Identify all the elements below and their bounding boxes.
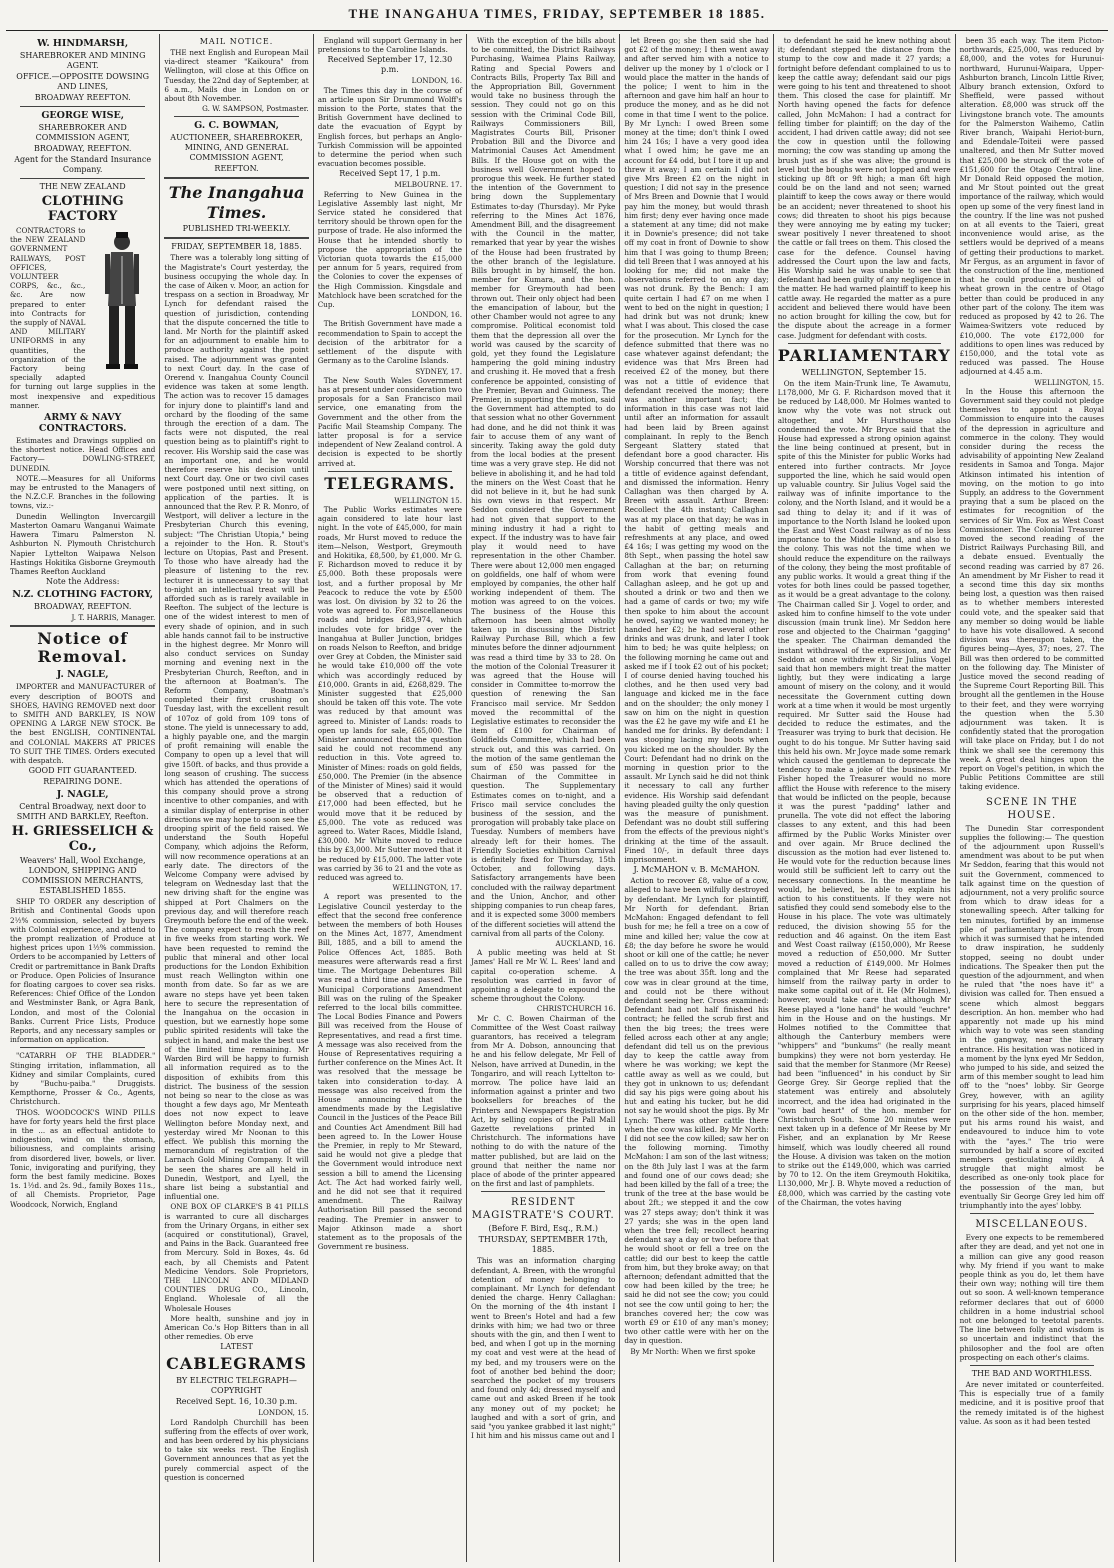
separator bbox=[164, 177, 308, 179]
wellington-17-dateline: WELLINGTON, 17. bbox=[392, 883, 463, 893]
wise-address: BROADWAY, REEFTON. bbox=[33, 144, 132, 153]
column-5 bbox=[619, 34, 772, 1562]
telegrams-body: The Public Works estimates were again considered to late hour last night. In the vote of £45,000, for main roads, Mr Hurst moved to reduce the item—Nelson, Westport, Greymouth and Hokitika, £8,500, by £1,000. Mr G. F. Richardson moved to reduce it by £5,000. Both these proposals were lost, and a further proposal by Mr Peacock to reduce the vote by £500 was lost. On division by 32 to 26 the vote was agreed to. For miscellaneous roads and bridges £83,974, which includes vote for bridge over the Inangahua at Buller Junction, bridges on roads Nelson to Reefton, and bridge over Grey at Cobden, the Minister said he would take £10,000 off the vote which was accordingly reduced by £10,000. Grants in aid, £268,829. The Minister suggested that £25,000 should be taken off this vote. The vote was reduced by that amount was agreed to. Minister of Lands: roads to open up lands for sale, £65,000. The Minister announced that the question said he could not recommend any reduction in this. Vote agreed to. Minister of Mines: roads on gold fields, £50,000. The Premier (in the absence of the Minister of Mines) said it would be observed that a reduction of £17,000 had been effected, but he would move that it be reduced by £5,000. The vote as reduced was agreed to. Water Races, Middle Island, £30,000. Mr White moved to reduce this by £3,000. Mr Sutter moved that it be reduced by £15,000. The latter vote was carried by 36 to 21 and the vote as reduced was agreed to. bbox=[317, 504, 463, 883]
mcmahon-case-body: Action to recover £8, value of a cow, alleged to have been wilfully destroyed by defendant. Mr Lynch for plaintiff, Mr North for defendant. Brian McMahon: Engaged defendant to fell bush for me; he fell a tree on a cow of mine and killed her; value the cow at £8; the day before he swore he would shoot or kill one of the cattle; he never called on to us to drive the cow away; the tree was about 35ft. long and the cow was in clear ground at the time, and could not be there without defendant seeing her. Cross examined: Defendant had not half finished his contract; he felled the scrub first and then the big trees; the trees were felled across each other at any angle; defendant did tell us on the previous day to keep the cattle away from where he was working; we kept the cattle away as well as we could, but they got in unknown to us; defendant did say his pigs were going about his hut and eating his tucker, but he did not say he would shoot the pigs. By Mr Lynch: There was other cattle there when the cow was killed. By Mr North: I did not see the cow killed; saw her on the following morning. Timothy McMahon: I am son of the last witness; on the 8th July last I was at the farm and found one of our cows dead; she had been killed by the fall of a tree; the trunk of the tree at the base would be about 2ft.; we stepped it and the cow was 27 steps away; don't think it was 27 yards; she was in the open land when the tree fell; recollect hearing defendant say a day or two before that he would shoot or fell a tree on the cattle; did our best to keep the cattle from him, but they broke away; on that afternoon; defendant admitted that the cow had been killed by the tree; he said he did not see the cow; you could not see the cow until going to her; the branches covered her; the cow was worth £9 or £10 of any man's money; two other cattle were with her on the day in question. bbox=[624, 876, 769, 1346]
catarrh-ad: "CATARRH OF THE BLADDER." Stinging irritation, inflammation, all Kidney and similar Complaints, cured by "Buchu-paiba." Druggists. Kempthorne, Prosser & Co., Agents, Christchurch. bbox=[10, 1051, 156, 1107]
wellington-15-dateline: WELLINGTON 15. bbox=[394, 495, 463, 505]
newspaper-masthead: The Inangahua Times. bbox=[168, 183, 305, 223]
notice-of-removal: Notice of Removal. bbox=[37, 629, 129, 667]
mail-signature: G. W. SAMPSON, Postmaster. bbox=[202, 104, 309, 114]
parliament-continued: With the exception of the bills about to be committed, the District Railways Purchasing, Waimea Plains Railway, Rating and Special Powers and Contracts Bills, Property Tax Bill and the Appropriation Bill, Government would take no business through the session. They could not go on this session with the Criminal Code Bill, Railways Commissioners Bill, Magistrates Courts Bill, Prisoner Probation Bill and the Divorce and Matrimonial Causes Act Amendment Bills. If the House got on with the business well Government hoped to prorogue this week. He further stated the intention of the Government to bring down the Supplementary Estimates to-day (Thursday). Mr Pyke referring to the Mines Act 1876, Amendment Bill, and the disagreement with the Council in the matter, remarked that year by year the wishes of the House had been frustrated by the other branch of the legislature. Bills brought in by himself, the hon. member for Kumara, and the hon. member for Greymouth had been thrown out. Their only object had been the emancipation of labour, but the other Chamber would not agree to any compromise. Political economist told them that the depression all over the world was caused by the scarcity of gold, yet they found the Legislature hampering the gold mining industry and crushing it. He moved that a fresh conference be appointed, consisting of the Premier, Bevan and Guinness. The Premier, in supporting the motion, said the Government had attempted to do that session what no other Government had done, and he did not think it was fair to accuse them of any want of sincerity. Taking away the gold duty from the local bodies at the present time was a very grave step. He did not believe in abolishing it, and he had told the miners on the West Coast that he did not believe in it, but he had sunk his own views in that respect. Mr Seddon considered the Government had not given that support to the mining industry it had a right to expect. If the industry was to have fair play it would need to have representation in the other Chamber. There were about 12,000 men engaged on goldfields, one half of whom were employed by companies, the other half working independent of them. The motion was agreed to on the voices. The business of the House this afternoon has been almost wholly taken up in discussing the District Railway Purchase Bill, which a few minutes before the dinner adjournment was read a third time by 33 to 28. On the motion of the Colonial Treasurer it was agreed that the House will consider in Committee to-morrow the question of renewing the San Francisco mail service. Mr Seddon moved the recommittal of the Legislative estimates to reconsider the item of £100 for Chairman of Goldfields Committee, which had been struck out, and this was carried. On the motion of the same gentleman the sum of £50 was passed for the Chairman of the Committee in question. The Supplementary Estimates comes on to-night, and a Frisco mail service concludes the business of the session, and the prorogation will probably take place on Tuesday. Numbers of members have already left for their homes. The Friendly Societies exhibition Carnival is definitely fixed for Thursday, 15th October, and following days. Satisfactory arrangements have been concluded with the railway department and the Union, Anchor, and other shipping companies to run cheap fares, and it is expected some 3000 members of the different societies will attend the carnival from all parts of the Colony. bbox=[471, 36, 616, 938]
court-before: (Before F. Bird, Esq., R.M.) bbox=[488, 1224, 598, 1234]
court-date: THURSDAY, SEPTEMBER 17th, 1885. bbox=[478, 1235, 608, 1255]
nagle-name-2: J. NAGLE, bbox=[56, 789, 109, 801]
repairing: REPAIRING DONE. bbox=[43, 777, 123, 787]
nz-clothing-factory: N.Z. CLOTHING FACTORY, bbox=[12, 589, 154, 601]
separator bbox=[970, 1213, 1094, 1214]
hop-bitters-ad: More health, sunshine and joy in American Co.'s Hop Bitters than in all other remedies. Ob erve bbox=[164, 1313, 309, 1342]
auckland-article: A public meeting was held at St James' Hall re Mr W. L. Rees' land and capital co-operation scheme. A resolution was carried in favor of appointing a delegate to expound the scheme throughout the Colony. bbox=[471, 948, 616, 1004]
cable-credit: BY ELECTRIC TELEGRAPH—COPYRIGHT bbox=[176, 1376, 297, 1396]
court-conclusion: to defendant he said he knew nothing about it; defendant stepped the distance from the stump to the cow and made it 27 yards; a fortnight before defendant complained to us to keep the cattle away; defendant said our pigs were going to his tent and threatened to shoot them. This closed the case for plaintiff. Mr North having opened the facts for defence called, John McMahon: I had a contract for felling timber for plaintiff; on the day of the accident, I had driven cattle away; did not see the cow in question until the following morning; the cow was standing up among the brush just as if she was alive; the ground is level but the boughs were not lopped and were sticking up 8ft or 9ft high; a man 6ft high could be on the land and not seen; warned plaintiff to keep the cows away or there would be an accident; never threatened to shoot his cows; did threaten to shoot his pigs because they were annoying me by eating my tucker; swear positively I never threatened to shoot the cattle or fall trees on them. This closed the case for the defence. Counsel having addressed the Court upon the law and facts, His Worship said he was unable to see that defendant had been guilty of any negligence in the matter. He had warned plaintiff to keep his cattle away. He regarded the matter as a pure accident and believed there would have been no action brought for killing the cow, but for the dispute about the acreage in a former case. Judgment for defendant with costs. bbox=[777, 36, 951, 340]
cable-received: Received Sept. 16, 10.30 p.m. bbox=[175, 1397, 298, 1407]
parliamentary-dateline: WELLINGTON, September 15. bbox=[801, 367, 927, 377]
wellington-17-body: A report was presented to the Legislative Council yesterday to the effect that the second free conference between the members of both Houses on the Mines Act, 1877, Amendment Bill, 1885, and a bill to amend the Police Offences Act, 1885. Both measures were afterwards read a first time. The Mortgage Debentures Bill was read a third time and passed. The Municipal Corporations Amendment Bill was on the ruling of the Speaker referred to the local bills committee. The Local Bodies Finance and Powers Bill was received from the House of Representatives, and read a first time. A message was also received from the House of Representatives requiring a further conference on the Mines Act. It was resolved that the message be taken into consideration to-day. A message was also received from the House announcing that the amendments made by the Legislative Council in the Justices of the Peace Bill and Counties Act Amendment Bill had been agreed to. In the Lower House the Premier, in reply to Mr Steward, said he would not give a pledge that the Government would introduce next session a bill to amend the Licensing Act. The Act had worked fairly well, and he did not see that it required amendment. The Railway Authorisation Bill passed the second reading. The Premier in answer to Major Atkinson made a short statement as to the proposals of the Government re business. bbox=[317, 892, 463, 1252]
mail-notice-title: MAIL NOTICE. bbox=[199, 37, 274, 46]
date-line: FRIDAY, SEPTEMBER 18, 1885. bbox=[171, 242, 302, 252]
bowman-address: REEFTON. bbox=[214, 164, 259, 174]
auckland-dateline: AUCKLAND, 16. bbox=[555, 938, 616, 948]
griesselich-body: Weavers' Hall, Wool Exchange, LONDON, SHIPPING AND COMMISSION MERCHANTS, ESTABLISHED 1855. bbox=[19, 856, 146, 896]
scene-in-house-body: The Dunedin Star correspondent supplies the following:— The question of the adjournment upon Russell's amendment was about to be put when Mr Seddon, fearing that this would not suit the Government, commenced to talk against time on the question of adjournment, not a very prolific source from which to draw ideas for a stonewalling speech. After talking for ten minutes, fortified by an immense pile of parliamentary papers, from which it was surmised that he intended to draw inspiration, he suddenly stopped, seeing no doubt under indications. The Speaker then put the question of the adjournment, and when he ruled that "the noes have it" a division was called for. Then ensued a scene which almost beggars description. An hon. member who had apparently not made up his mind which way to vote was seen standing in the gangway, near the library entrance. His hesitation was noticed in a moment by the lynx eyed Mr Seddon, who jumped to his side, and seized the arm of this member sought to lead him off to the "noes" lobby. Sir George Grey, however, with an agility surprising for his years, placed himself on the other side of the hon. member, put his arms round his waist, and endeavoured to induce him to vote with the "ayes." The trio were surrounded by half a score of excited members gesticulating wildly. A struggle that might almost be described as one-only took place for the possession of the man, but eventually Sir George Grey led him off triumphantly into the ayes' lobby. bbox=[959, 823, 1104, 1210]
parliamentary-body: On the item Main-Trunk line, Te Awamutu, L178,000, Mr G. F. Richardson moved that it be reduced by L48,000. Mr Holmes wanted to know why the vote was not struck out altogether, and Mr Hursthouse also condemned the vote. Mr Bryce said that the House had expressed a strong opinion against the line being continued at present, but in spite of this the Minister for public Works had entered into further contracts. Mr Joyce supported the line, which he said would open up valuable country. Sir Julius Vogel said the railway was of infinite importance to the colony, and the North Island, and it would be a sad thing to delay it; and if it was of importance to the North Island he looked upon the East and West Coast railway as of no less importance to the Middle Island, and also to the colony. This was not the time when we should reduce the expenditure on the railways of the colony, they being the most profitable of any public works. It would a great thing if the votes for both lines could be passed together, as it would be a great advantage to the colony. The Chairman called Sir J. Vogel to order, and asked him to confine himself to the vote under discussion (main trunk line). Mr Seddon here rose and objected to the Chairman "gagging" the speaker. The Chairman demanded the instant withdrawal of the expression, and Mr Seddon at once withdrew it. Sir Julius Vogel said that hon members might treat the matter lightly, but they were indicating a large amount of misery on the colony, and it would necessitate the Government cutting down work at a time when it would be most urgently required. Mr Sutter said the House had decided to reduce the estimates, and the Treasurer was trying to burk that decision. He ought to do his tongue. Mr Sutter having said this held his own. Mr Joyce made some remark which caused the gentleman to deprecate the tendency to make a joke of the business. Mr Fisher hoped the Treasurer would no more afflict the House with reference to the misery that would be inflicted on the people, because it was the purest "padding" lather and prunella. The vote did not effect the laboring classes to any extent, and this had been affirmed by the Public Works Minister over and over again. Mr Bruce declined the discussion as the motion had ever listened to. He would vote for the reduction because lines would still be sufficient left to carry out the necessary connections. In the meantime he would, he believed, be able to explain his action to his constituents. If they were not satisfied they could send somebody else to the House in his place. The vote was ultimately reduced, the division showing 55 for the reduction and 46 against. On the item East and West Coast railway (£150,000), Mr Reese moved a reduction of £50,000. Mr Sutter moved a reduction of £149,000. Mr Holmes complained that Mr Reese had separated himself from the railway party in order to make some capital out of it. He (Mr Holmes), however, would take care that although Mr Reese played a "lone hand" he would "euchre" him in the House and on the hustings. Mr Holmes notified to the Committee that although the Canterbury members were "whippers" and "bunkums" (he really meant bumpkins) they were not born yesterday. He said that the member for Stanmore (Mr Reese) had been "influenced" in his conduct by Sir George Grey. Sir George replied that the statement was entirely and absolutely incorrect, and the idea had originated in the "own bad heart" of the hon. member for Christchurch South. Some 20 minutes were next taken up in a defence of Mr Reese by Mr Fisher, and an explanation by Mr Reese himself, which was loudly cheered all round the House. A division was taken on the motion to strike out the £149,000, which was carried by 70 to 12. On the item Greymouth Hokitika, L130,000, Mr J. B. Whyte moved a reduction of £8,000, which was carried by the casting vote of the Chairman, the votes having bbox=[777, 378, 951, 1207]
separator bbox=[20, 178, 145, 179]
wise-agent: Agent for the Standard Insurance Company. bbox=[14, 155, 152, 174]
telegrams-heading: TELEGRAMS. bbox=[324, 473, 456, 493]
clarke-pills-ad: ONE BOX OF CLARKE'S B 41 PILLS is warranted to cure all discharges from the Urinary Organs, in either sex (acquired or constitutional), Gravel, and Pains in the Back. Guaranteed free from Mercury. Sold in Boxes, 4s. 6d each, by all Chemists and Patent Medicine Vendors. Sole Proprietors, THE LINCOLN AND MIDLAND COUNTIES DRUG CO., Lincoln, England. Wholesale of all the Wholesale Houses bbox=[164, 1202, 309, 1313]
nz-company: THE NEW ZEALAND bbox=[39, 182, 126, 191]
christchurch-article: Mr C. C. Bowen Chairman of the Committee of the West Coast railway guarantors, has received a telegram from Mr A. Dobson, announcing that he and his fellow delegate, Mr Fell of Nelson, have arrived at Dunedin, in the Tongariro, and will reach Lyttelton to-morrow. The police have laid an information against a printer and two booksellers for breaches of the Printers and Newspapers Registration Act, by selling copies of the Pall Mall Gazette revelations printed in Christchurch. The informations have nothing to do with the nature of the matter published, but are laid on the ground that neither the name nor place of abode of the printer appeared on the first and last of pamphlets. bbox=[471, 1013, 616, 1189]
bowman-trade: AUCTIONEER, SHAREBROKER, MINING, AND GENERAL COMMISSION AGENT, bbox=[170, 133, 303, 163]
soldier-illustration bbox=[89, 228, 155, 378]
wellington-dateline: WELLINGTON, 15. bbox=[1034, 377, 1104, 387]
bad-worthless-body: Are never imitated or counterfeited. This is especially true of a family medicine, and it is positive proof that the remedy imitated is of the highest value. As soon as it had been tested bbox=[959, 1380, 1104, 1426]
note-address: Note the Address: bbox=[45, 577, 120, 587]
separator bbox=[481, 1191, 605, 1192]
sydney-dateline: SYDNEY, 17. bbox=[415, 366, 463, 376]
good-fit: GOOD FIT GUARANTEED. bbox=[28, 766, 137, 776]
griesselich-name: H. GRIESSELICH & Co., bbox=[11, 824, 154, 855]
clothing-factory-heading: CLOTHING FACTORY bbox=[41, 194, 124, 224]
separator bbox=[788, 343, 941, 344]
london-16-dateline: LONDON, 16. bbox=[411, 76, 463, 86]
scene-in-house-heading: SCENE IN THE HOUSE. bbox=[986, 796, 1078, 821]
hindmarsh-name: W. HINDMARSH, bbox=[37, 38, 129, 49]
clothing-factory-body: CONTRACTORS to the NEW ZEALAND GOVERNMENT RAILWAYS, POST OFFICES, VOLUNTEER CORPS, &c., &c., &c. Are now prepared to enter into Contracts for the supply of NAVAL AND MILITARY UNIFORMS in any quantities, the organization of the Factory being specially adapted for turning out large supplies in the most inexpensive and expeditious manner. bbox=[10, 226, 156, 410]
court-body: This was an information charging defendant, A. Breen, with the wrongful detention of money belonging to complainant. Mr Lynch for defendant denied the charge. Henry Callaghan: On the morning of the 4th instant I went to Breen's Hotel and had a few drinks with him; we had two or three shouts with the gin, and then I went to bed, and when I got up in the morning my coat and vest were at the head of my bed, and my trousers were on the foot of another bed behind the door; searched the pocket of my trousers and found only 4d; dressed myself and came out and asked Breen if he took any money out of my pocket; he laughed and with a sort of grin, and said "you yankee grabbed it last night;" I hit him and his missus came out and I bbox=[471, 1256, 616, 1441]
army-navy-heading: ARMY & NAVY CONTRACTORS. bbox=[38, 412, 127, 435]
published-tri-weekly: PUBLISHED TRI-WEEKLY. bbox=[182, 224, 291, 234]
nagle-name: J. NAGLE, bbox=[56, 669, 109, 681]
indent-text: SHIP TO ORDER any description of British and Continental Goods upon 2½% commission, selected by buyers with Colonial experience, and attend to the prompt realization of Produce at highest prices upon 1½% commission. Orders to be accompanied by Letters of Credit or partremittance in Bank Drafts or Produce. Open Policies of Insurance for floating cargoes to cover sea risks. References: Chief Office of the London and Westminster Bank, or Agra Bank, London, and most of the Colonial Banks. Current Price Lists, Produce Reports, and any necessary samples or information on application. bbox=[10, 897, 156, 1045]
woodcock-ad: THOS. WOODCOCK'S WIND PILLS have for forty years held the first place in the ... as an effectual antidote to indigestion, wind on the stomach, biliousness, and complaints arising from disordered liver, bowels, or liver. Tonic, invigorating and purifying, they form the best family medicine. Boxes 1s. 1½d. and 2s. 9d., family Boxes 11s., of all Chemists. Proprietor, Page Woodcock, Norwich, England bbox=[10, 1107, 156, 1209]
cable-continued: England will support Germany in her pretensions to the Caroline Islands. bbox=[317, 36, 463, 55]
column-1 bbox=[6, 34, 159, 1562]
cable-body: Lord Randolph Churchill has been suffering from the effects of over work, and has been ordered by his physicians to take six weeks rest. The English Government announces that as yet the purely commercial aspect of the question is concerned bbox=[164, 1417, 309, 1482]
bowman-name: G. C. BOWMAN, bbox=[194, 120, 279, 132]
mcmahon-case-title: J. McMAHON v. B. McMAHON. bbox=[633, 865, 760, 875]
leading-article: There was a tolerably long sitting of the Magistrate's Court yesterday, the business occupying the whole day. In the case of Aiken v. Moor, an action for trespass on a section in Broadway, Mr Lynch for defendant raised the question of jurisdiction, contending that the dispute concerned the title to land. Mr North for the plaintiff asked for an adjournment to enable him to produce authority against the point raised. The adjournment was granted to next Court day. In the case of Orerend v. Inangahua County Council evidence was taken at some length. The action was to recover 15 damages for injury done to plaintiff's land and orchard by the flooding of the same through the erection of a dam. The facts were not disputed, the real question being as to plaintiff's right to recover. His Worship said the case was an important one, and he would therefore reserve his decision until next Court day. One or two civil cases were postponed until next sitting, on application of the parties. It is announced that the Rev. P. R. Monro, of Westport, will deliver a lecture in the Presbyterian Church this evening, subject: "The Christian Utopia," being a rejoinder to the Hon. R. Stout's lecture on Utopias, Past and Present. To those who have already had the pleasure of listening to the rev. lecturer it is unnecessary to say that to-night an intellectual treat will be afforded such as is rarely available in Reefton. The subject of the lecture is one of the widest interest to men of every shade of opinion, and in such able hands cannot fail to be instructive in the highest degree. Mr Monro will also conduct services on Sunday morning and evening next in the Presbyterian Church, Reefton, and in the afternoon at Boatman's. The Reform Company, Boatman's completed their first crushing on Tuesday last, with the excellent result of 107oz of gold from 109 tons of stone. The yield is unnecessary to add, a highly payable one, and the margin of profit remaining will enable the Company to open up a level that will give 150ft. of backs, and thus provide a long season of crushing. The success which has attended the operations of this company should prove a strong incentive to other companies, and with a similar display of enterprise in other directions we may hope to soon see the drooping spirit of the field raised. We understand the South Hopeful Company, which adjoins the Reform, will now recommence operations at an early date. The directors of the Welcome Company were advised by telegram on Wednesday last that the new driving shaft for the engine was shipped at Port Chalmers on the previous day, and will therefore reach Greymouth before the end of the week. The company expect to reach the reef in five weeks from starting work. We have been requested to remind the public that mineral and other local productions for the London Exhibition must reach Wellington within one month from date. So far as we are aware no steps have yet been taken here to secure the representation of the Inangahua on the occasion in question, but we earnestly hope some public spirited residents will take the subject in hand, and make the best use of the limited time remaining. Mr Warden Bird will be happy to furnish all information required as to the disposition of exhibits from this district. The business of the session not being so near to the close as was thought a few days ago, Mr Menteath does not now expect to leave Wellington before Monday next, and yesterday wired Mr Noonan to this effect. We publish this morning the memorandum of registration of the Larnach Gold Mining Company. It will be seen the shares are all held in Dunedin, Westport, and Lyell, the share list being a substantial and influential one. bbox=[164, 253, 309, 1202]
parliamentary-heading: PARLIAMENTARY bbox=[777, 345, 951, 365]
column-3 bbox=[313, 34, 466, 1562]
separator bbox=[970, 1365, 1094, 1366]
cablegrams-heading: CABLEGRAMS bbox=[166, 1354, 307, 1374]
factory-address: BROADWAY, REEFTON. bbox=[33, 602, 132, 612]
court-heading: RESIDENT MAGISTRATE'S COURT. bbox=[471, 1197, 615, 1222]
latest-label: LATEST bbox=[220, 1342, 253, 1352]
column-2 bbox=[159, 34, 312, 1562]
header-rule bbox=[6, 30, 1108, 31]
parliamentary-continued: been 35 each way. The item Picton-northwards, £25,000, was reduced by £8,000, and the votes for Hurunui-northward, Hurunui-Waipara, Upper-Ashburton branch, Lincoln Little River, Albury branch extension, Oxford to Sheffield, were passed without alteration. £8,000 was struck off the Livingstone branch vote. The amounts for the Palmerston Waihemo, Catlin River branch, Waipahi Heriot-burn, and Edendale-Toiteii were passed unaltered, and then Mr Sutter moved that £25,000 be struck off the vote of £151,600 for the Otago Central line. Mr Donald Reid opposed the motion, and Mr Stout pointed out the great importance of the railway, which would open up some of the very finest land in the country. If the line was not pushed on at all events to the Taieri, great inconvenience would arise, as the settlers would be deprived of a means of getting their productions to market. Mr Fergus, as an argument in favor of the construction of the line, mentioned that he could produce a bushel of wheat grown in the centre of Otago better than could be produced in any other part of the colony. The item was reduced as proposed by 42 to 26. The Waimea-Switzers vote reduced by £10,000. The vote £172,000 for additions to open lines was reduced by £150,000, and the total vote as reduced was passed. The House adjourned at 4.45 a.m. bbox=[959, 36, 1104, 377]
melbourne-article: Referring to New Guinea in the Legislative Assembly last night, Mr Service stated he considered that territory should be thrown open for the purpose of trade. He also informed the House that he intended shortly to propose the appropriation of the Victorian quota towards the £15,000 per annum for 5 years, required from the Colonies to cover the expenses of the High Commission. Kingsdale and Matchlock have been scratched for the Cup. bbox=[317, 189, 463, 310]
wise-trade: SHAREBROKER AND COMMISSION AGENT, bbox=[35, 123, 130, 142]
mail-notice-body: THE next English and European Mail via-direct steamer "Kaikoura" from Wellington, will close at this Office on Tuesday, the 22nd day of September, at 6 a.m., Mails due in London on or about 8th November. bbox=[164, 48, 309, 104]
wise-name: GEORGE WISE, bbox=[41, 110, 125, 121]
separator bbox=[20, 1047, 145, 1048]
house-afternoon-article: In the House this afternoon the Government said they could not pledge themselves to appoint a Royal Commission to enquire into the causes of the depression in agriculture and commerce in the colony. They would consider during the recess the advisability of appointing New Zealand residents in Samoa and Tonga. Major Atkinson intimated his intention of moving, on the motion to go into Supply, an address to the Government praying that a sum be placed on the estimates for recognition of the services of Sir Wm. Fox as West Coast Commissioner. The Colonial Treasurer moved the second reading of the District Railways Purchasing Bill, and a debate ensued. Eventually the second reading was carried by 87 26. An amendment by Mr Fisher to read it a second time this day six months being lost, a question was then raised as to whether members interested could vote, and the speaker said that any member so doing would be liable to have his vote disallowed. A second division was thereupon taken, the figures being—Ayes, 37; noes, 27. The Bill was then ordered to be committed on the following day. The Minister of Justice moved the second reading of the Supreme Court Reporting Bill. This brought all the gentlemen in the House to their feet, and they were worrying the question when the 5.30 adjournment was taken. It is confidently stated that the prorogation will take place on Friday, but I do not think we shall see the ceremony this week. A great deal hinges upon the report on Vogel's petition, in which the Public Petitions Committee are still taking evidence. bbox=[959, 386, 1104, 792]
nota-text: NOTE.—Measures for all Uniforms may be entrusted to the Managers of the N.Z.C.F. Branches in the following towns, viz.:- bbox=[10, 473, 156, 511]
nagle-address: Central Broadway, next door to SMITH AND BARKLEY, Reefton. bbox=[16, 802, 149, 822]
london-16b-dateline: LONDON, 16. bbox=[411, 310, 463, 320]
separator bbox=[164, 237, 308, 239]
factory-manager: J. T. HARRIS, Manager. bbox=[71, 613, 156, 623]
hindmarsh-trade: SHAREBROKER AND MINING AGENT. bbox=[19, 51, 146, 70]
miscellaneous-body: Every one expects to be remembered after they are dead, and yet not one in a million can give any good reason why. My friend if you want to make people think as you do, let them have their own way; nothing will tire them out so soon. A well-known temperance reformer declares that out of 6000 children in a home industrial school not one belonged to teetotal parents. The line between folly and wisdom is so uncertain and indistinct that the philosopher and the fool are often prospecting on each other's claims. bbox=[959, 1233, 1104, 1362]
melbourne-dateline: MELBOURNE. 17. bbox=[394, 180, 463, 190]
newspaper-header-title: THE INANGAHUA TIMES, FRIDAY, SEPTEMBER 18 1885. bbox=[348, 6, 766, 21]
estimates-text: Estimates and Drawings supplied on the shortest notice. Head Offices and Factory— DOWLING-STREET, DUNEDIN. bbox=[10, 436, 156, 473]
column-4 bbox=[466, 34, 619, 1562]
column-6 bbox=[773, 34, 955, 1562]
towns-list: Dunedin Wellington Invercargill Masterton Oamaru Wanganui Waimate Hawera Timaru Palmerston N. Ashburton N. Plymouth Christchurch Napier Lyttelton Waipawa Nelson Hastings Hokitika Gisborne Greymouth Thames Reefton Auckland bbox=[10, 511, 156, 576]
separator bbox=[20, 106, 145, 107]
spain-article: The British Government have made a recommendation to Spain to accept the decision of the arbitrator for a settlement of the dispute with Germany as to the Caroline Islands. bbox=[317, 319, 463, 366]
hindmarsh-address: BROADWAY REEFTON. bbox=[34, 93, 131, 102]
separator bbox=[10, 625, 155, 627]
miscellaneous-heading: MISCELLANEOUS. bbox=[975, 1219, 1089, 1231]
received-2: Received Sept 17, 1 p.m. bbox=[339, 169, 441, 179]
column-7 bbox=[955, 34, 1108, 1562]
separator bbox=[328, 471, 452, 472]
hindmarsh-office: OFFICE.—OPPOSITE DOWSING AND LINES, bbox=[16, 72, 150, 91]
times-article: The Times this day in the course of an article upon Sir Drummond Wolff's mission to the Porte, states that the British Government have declined to date the evacuation of Egypt by English forces, but perhaps an Anglo-Turkish Commission will be appointed to determine the period when such evacuation becomes possible. bbox=[317, 85, 463, 169]
separator bbox=[174, 116, 298, 117]
page-header bbox=[0, 6, 1114, 30]
received-1: Received September 17, 12.30 p.m. bbox=[327, 55, 453, 75]
newspaper-columns bbox=[6, 34, 1108, 1562]
court-continued: let Breen go; she then said she had got £2 of the money; I then went away and after served him with a notice to deliver up the money by 1 o'clock or I would place the matter in the hands of the police; I went to him in the afternoon and gave him half an hour to produce the money, and as he did not come in that time I went to the police. By Mr Lynch: I owed Breen some money at the time; don't think I owed him 24 16s; I have a very good idea what I owed him; he gave me an account for £4 odd, but I tore it up and threw it away; I am certain I did not give Mrs Breen £2 on the night in question; I did not say in the presence of Mrs Breen and Downie that I would pay him the money, but would thrash him first; deny ever having once made a statement at any time; did not make it in Downie's presence; did not take off my coat in front of Downie to show him that I was going to thump Breen; did tell Breen that I was annoyed at his looking for me; did not make the observations referred to on any day; was not drunk. By the Bench: I am quite certain I had £7 on me when I went to bed on the night in question; I had drink but was not drunk; knew what I was about. This closed the case for the prosecution. Mr Lynch for the defence submitted that there was no case whatever against defendant; the evidence was that Mrs Breen had received £2 of the money, but there was not a tittle of evidence that defendant received the money; there was another important fact; the information in this case was not laid until after an information for assault had been laid by Breen against complainant. In reply to the Bench Sergeant Slattery stated that defendant bore a good character. His Worship concurred that there was not a tittle of evidence against defendant, and dismissed the information. Henry Callaghan was then charged by A. Breen with assault. Arthur Breen: Recollect the 4th instant; Callaghan was at my place on that day; he was in the habit of getting meals and refreshments at any place, and owed £4 16s; I was getting my wood on the 8th Sept., when passing the hotel saw Callaghan at the bar; on returning from work that evening found Callaghan asleep, and he got up and shouted a drink or two and then we had a game of cards or two; my wife then spoke to him about the account he owed, saying we wanted money; he handed her £2; he had several other drinks and was drunk, and later I took him to bed; he was quite helpless; on the following morning he came out and asked me if I took £2 out of his pocket; I of course denied having touched his clothes, and he then used very bad language and kicked me in the face and on the shoulder; the only money I saw on him on the night in question was the £2 he gave my wife and £1 he handed me for drinks. By defendant: I was stooping lacing my boots when you kicked me on the shoulder. By the Court: Defendant had no drink on the morning in question prior to the assault. Mr Lynch said he did not think it necessary to call any further evidence. His Worship said defendant having pleaded guilty the only question was the measure of punishment. Defendant was no doubt still suffering from the effects of the previous night's drinking at the time of the assault. Fined 10/-, in default three days imprisonment. bbox=[624, 36, 769, 865]
bad-worthless-heading: THE BAD AND WORTHLESS. bbox=[971, 1369, 1092, 1379]
mcmahon-case-end: By Mr North: When we first spoke bbox=[630, 1346, 756, 1356]
london-dateline: LONDON, 15. bbox=[258, 1408, 309, 1418]
sydney-article: The New South Wales Government has at present under consideration two proposals for a San Francisco mail service, one emanating from the Government and the other from the Pacific Mail Steamship Company. The latter proposal is for a service independent of New Zealand control. A decision is expected to be shortly arrived at. bbox=[317, 375, 463, 468]
nagle-body: IMPORTER and MANUFACTURER of every description of BOOTS and SHOES, HAVING REMOVED next door to SMITH AND BARKLEY, IS NOW OPENING A LARGE NEW STOCK. Be the best ENGLISH, CONTINENTAL and COLONIAL MAKERS AT PRICES TO SUIT THE TIMES. Orders executed with despatch. bbox=[10, 682, 156, 765]
christchurch-dateline: CHRISTCHURCH 16. bbox=[536, 1004, 616, 1014]
